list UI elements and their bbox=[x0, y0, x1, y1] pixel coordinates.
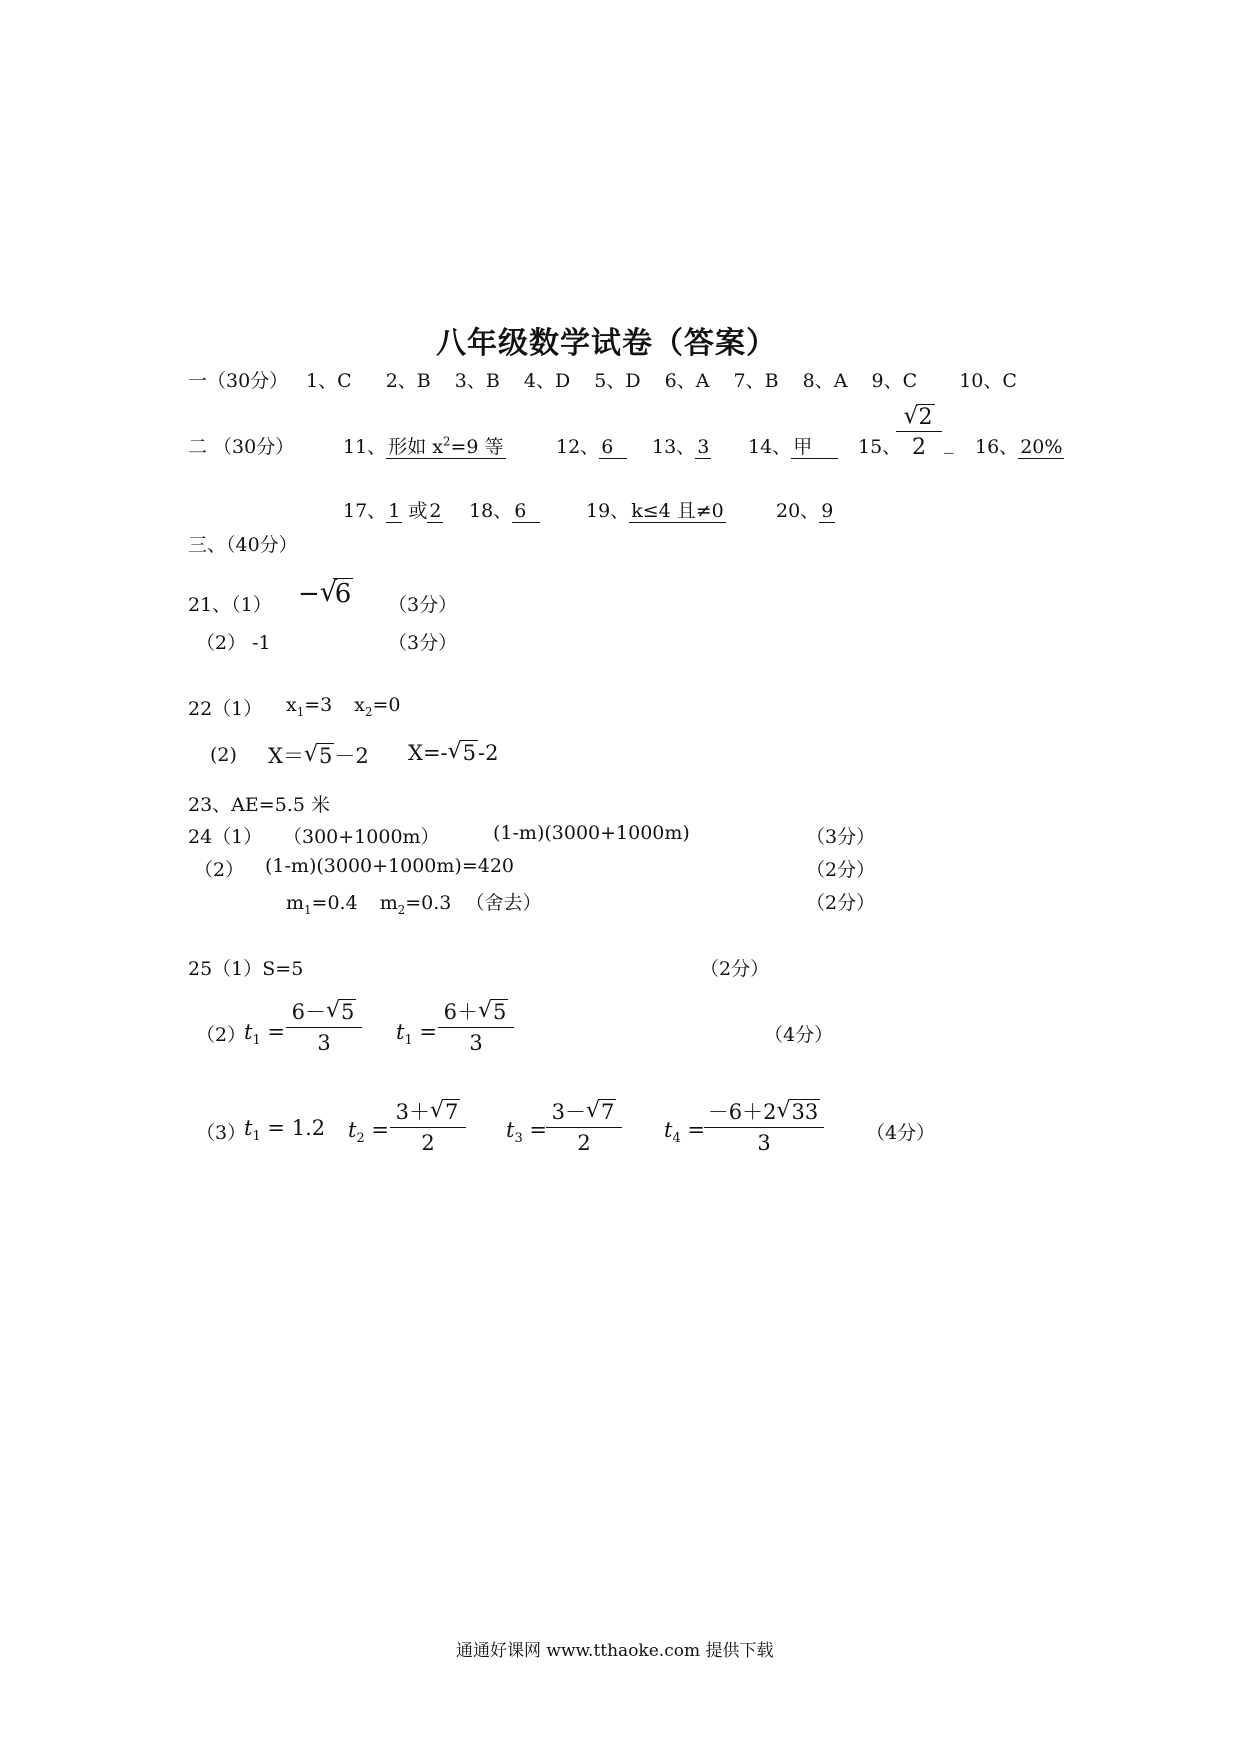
sqrt-symbol: √ 6 bbox=[319, 577, 352, 609]
sqrt-symbol: √ 7 bbox=[430, 1098, 459, 1124]
answer-item: 7、B bbox=[733, 370, 779, 392]
answer-item: 6、A bbox=[664, 370, 710, 392]
answer-14: 14、 甲 bbox=[748, 432, 838, 459]
q21-answer: − √ 6 bbox=[298, 577, 352, 609]
q25-part3-label: （3） bbox=[196, 1122, 247, 1144]
q24-expr-b: (1-m)(3000+1000m) bbox=[493, 822, 690, 844]
sqrt-symbol: √ 5 bbox=[326, 998, 355, 1024]
answer-item: 3、B bbox=[454, 370, 500, 392]
answer-item: 2、B bbox=[385, 370, 431, 392]
q23-answer: 23、AE=5.5 米 bbox=[188, 794, 330, 816]
q25-t3: $t_3$ = bbox=[506, 1118, 548, 1147]
sqrt-symbol: √ 5 bbox=[303, 742, 333, 768]
section2-label: 二 （30分） bbox=[188, 436, 295, 458]
q25-fraction-2: 6＋ √ 5 3 bbox=[438, 996, 514, 1055]
q25-t1: $t_1 = 1.2$ bbox=[244, 1116, 326, 1145]
q25-score3: （4分） bbox=[866, 1122, 936, 1144]
q25-t1-a: $t_1$ = bbox=[244, 1020, 286, 1049]
sqrt-symbol: √ 7 bbox=[586, 1098, 615, 1124]
q25-score2: （4分） bbox=[764, 1024, 834, 1046]
q21-label: 21、（1） bbox=[188, 594, 272, 616]
footer-text: 通通好课网 www.tthaoke.com 提供下载 bbox=[456, 1641, 774, 1661]
answer-19: 19、 k≤4 且≠0 bbox=[586, 500, 724, 522]
q25-t4: $t_4$ = bbox=[664, 1118, 706, 1147]
q22-solution-b: X=- √ 5-2 bbox=[408, 739, 499, 765]
answer-20: 20、 9 bbox=[776, 500, 834, 522]
q22-roots: $x_1=3$ $x_2=0$ bbox=[286, 694, 401, 719]
q22-part2: (2) bbox=[210, 744, 237, 766]
q22-label: 22（1） bbox=[188, 698, 263, 720]
q25-part1: 25（1）S=5 bbox=[188, 958, 304, 980]
answer-15-underline: _ bbox=[944, 432, 954, 454]
q25-fraction-4: 3－ √ 7 2 bbox=[546, 1096, 622, 1155]
sqrt-symbol: √ 2 bbox=[903, 403, 933, 430]
q25-fraction-5: －6＋2 √ 33 3 bbox=[704, 1096, 824, 1155]
answer-item: 9、C bbox=[871, 370, 918, 392]
q25-score1: （2分） bbox=[700, 958, 770, 980]
answer-13: 13、 3 bbox=[652, 436, 710, 458]
section3-label: 三、（40分） bbox=[188, 534, 298, 556]
answer-15-label: 15、 bbox=[858, 436, 902, 458]
section1-answers bbox=[306, 366, 1017, 393]
answer-16: 16、 20% bbox=[975, 436, 1063, 458]
q24-score3: （2分） bbox=[806, 892, 876, 914]
q24-part2: （2） bbox=[194, 859, 245, 881]
q24-expr-a: （300+1000m） bbox=[283, 826, 440, 848]
answer-17: 17、 1 或 2 bbox=[343, 500, 442, 522]
answer-15-fraction: √ 2 2 bbox=[896, 404, 942, 460]
q24-score1: （3分） bbox=[806, 826, 876, 848]
q22-solution-a: X＝ √ 5－2 bbox=[268, 742, 369, 768]
q24-equation: (1-m)(3000+1000m)=420 bbox=[265, 855, 515, 877]
answer-item: 5、D bbox=[594, 370, 641, 392]
q25-part2-label: （2） bbox=[196, 1024, 247, 1046]
q25-fraction-1: 6－ √ 5 3 bbox=[286, 996, 362, 1055]
sqrt-symbol: √ 5 bbox=[478, 998, 507, 1024]
q24-label: 24（1） bbox=[188, 826, 263, 848]
sqrt-symbol: √ 5 bbox=[447, 739, 477, 765]
q24-score2: （2分） bbox=[806, 859, 876, 881]
sqrt-symbol: √ 33 bbox=[776, 1098, 819, 1124]
q25-fraction-3: 3＋ √ 7 2 bbox=[390, 1096, 466, 1155]
answer-11: 11、 形如 $x^2=9$ 等 bbox=[343, 434, 504, 458]
section1-label: 一（30分） bbox=[188, 370, 289, 392]
q21-score1: （3分） bbox=[388, 594, 458, 616]
q24-roots: $m_1=0.4$ $m_2=0.3$ （舍去） bbox=[286, 892, 542, 917]
page-title: 八年级数学试卷（答案） bbox=[436, 326, 777, 361]
q25-t1-b: $t_1$ = bbox=[396, 1020, 438, 1049]
answer-18: 18、 6 bbox=[469, 496, 540, 523]
q21-score2: （3分） bbox=[388, 632, 458, 654]
q21-part2: （2） -1 bbox=[196, 632, 271, 654]
answer-item: 8、A bbox=[802, 370, 848, 392]
answer-12: 12、 6 bbox=[556, 432, 627, 459]
answer-item: 10、C bbox=[959, 370, 1017, 392]
answer-item: 4、D bbox=[523, 370, 571, 392]
q25-t2: $t_2$ = bbox=[348, 1118, 390, 1147]
answer-item: 1、C bbox=[306, 370, 352, 392]
